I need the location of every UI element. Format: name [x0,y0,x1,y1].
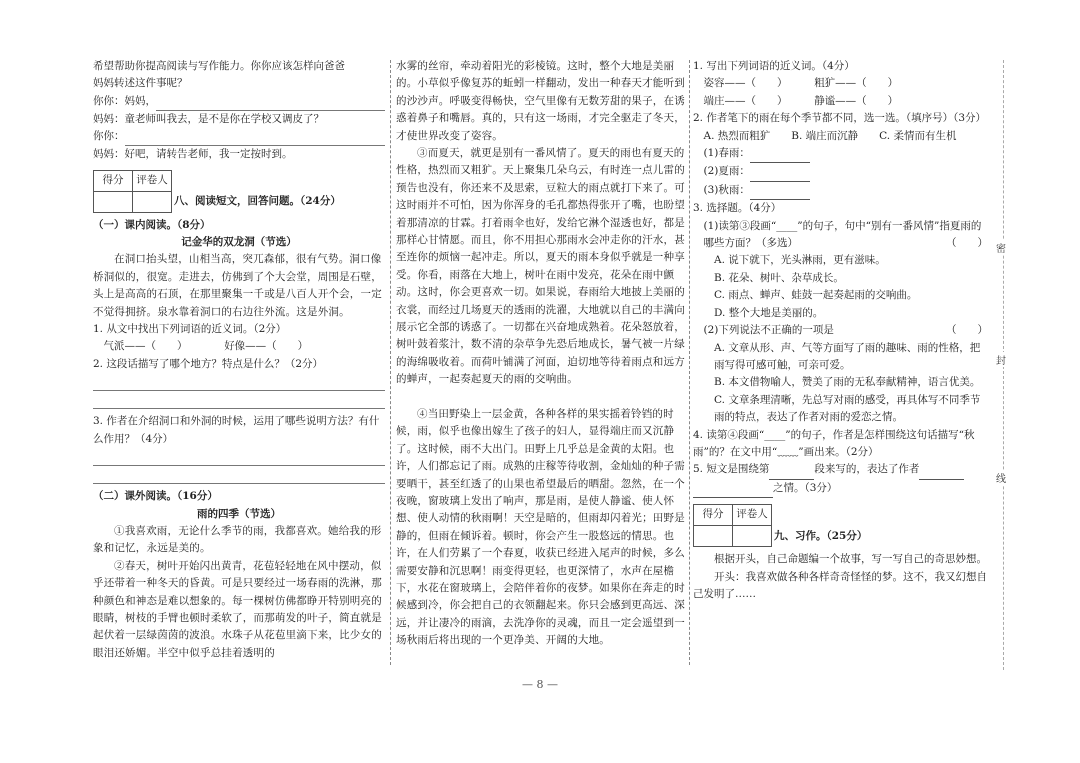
option-item: C. 雨点、蝉声、蛙鼓一起奏起雨的交响曲。 [714,289,918,302]
answer-row [693,182,988,200]
answer-row [93,93,385,111]
option-item: A. 文章从形、声、气等方面写了雨的趣味、雨的性格，把雨写得可感可触，可亲可爱。 [714,341,981,371]
answer-line[interactable] [93,391,385,409]
question: 4. 读第④段画“____”的句子，作者是怎样围绕这句话描写“秋雨”的？在文中用“﹏﹏”画出来。（2分） [693,428,975,458]
question-item[interactable]: 端庄——（ ） [703,94,788,107]
score-cell[interactable] [94,191,133,212]
option-item: B. 本文借物喻人，赞美了雨的无私奉献精神，语言优美。 [714,376,981,389]
right-column [693,58,988,603]
sub-heading: （二）课外阅读。（16分） [93,490,218,503]
answer-line[interactable] [750,145,810,163]
text-label: (3)秋雨： [703,183,750,196]
passage-text: ②春天，树叶开始闪出黄青，花苞轻轻地在风中摆动，似乎还带着一种冬天的昏黄。可是只要经过一场春雨的洗淋，那种颜色和神态是难以想象的。每一棵树仿佛都睁开特别明亮的眼睛，树枝的手臂也顿时柔软了，而那萌发的叶子，简直就是起伏着一层绿茵茵的波浪。水珠子从花苞里滴下来，比少女的眼泪还娇媚。半空中似乎总挂着透明的 [93,559,382,659]
reviewer-cell[interactable] [133,191,172,212]
answer-paren[interactable]: （ ） [946,324,988,337]
answer-line[interactable] [769,461,814,479]
answer-line[interactable] [750,163,810,181]
answer-line[interactable] [93,466,385,484]
text-line: 妈妈：童老师叫我去，是不是你在学校又调皮了？ [93,112,324,125]
text-line: 妈妈转述这件事呢？ [93,77,188,90]
question-text: 之情。（3分） [773,481,838,494]
score-label: 得分 [694,505,733,526]
option-item: B. 花朵、树叶、杂草成长。 [714,271,844,284]
answer-line[interactable] [919,461,964,479]
seal-mark: 密 [996,240,1006,255]
column-divider [689,60,690,665]
text-label: (1)春雨： [703,147,750,160]
text-label: 你你：妈妈， [93,94,156,107]
question-text: (1)读第③段画“____”的句子，句中“别有一番风情”指夏雨的哪些方面？（多选） [703,219,982,250]
score-cell[interactable] [694,526,733,547]
answer-paren[interactable]: （ ） [946,237,988,250]
seal-mark: 封 [996,352,1006,367]
question: 1. 写出下列词语的近义词。（4分） [693,60,855,72]
score-table [693,504,772,547]
answer-row [93,128,385,146]
question: 3. 作者在介绍洞口和外洞的时候，运用了哪些说明方法？有什么作用？（4分） [93,415,380,445]
question-items [693,93,988,110]
section-heading: 九、习作。（25分） [774,529,868,542]
reviewer-label: 评卷人 [733,505,772,526]
passage-text: ④当田野染上一层金黄，各种各样的果实摇着铃铛的时候，雨，似乎也像出嫁生了孩子的妇人，显得端庄而又沉静了。这时候，雨不大出门。田野上几乎总是金黄的太阳。也许，人们都忘记了雨。成熟的庄稼等待收割，金灿灿的种子需要晒干，甚至红透了的山果也希望最后的晒甜。忽然，在一个夜晚，窗玻璃上发出了响声，那是雨，是使人静谧、使人怀想、使人动情的秋雨啊！天空是暗的，但雨却闪着光；田野是静的，但雨在倾诉着。顿时，你会产生一股悠远的情思。也许，在人们劳累了一个春夏，收获已经进入尾声的时候，多么需要安静和沉思啊！雨变得更轻，也更深情了，水声在屋檐下，水花在窗玻璃上，会陪伴着你的夜梦。如果你在奔走的时候感到冷，你会把自己的衣领翻起来。你只会感到更高远、深远，并让凄冷的雨滴，去洗净你的灵魂，而且一定会遥望到一场秋雨后将出现的一个更净美、开阔的大地。 [396,408,685,647]
answer-row [693,145,988,163]
essay-opening: 开头：我喜欢做各种各样奇奇怪怪的梦。这不，我又幻想自己发明了…… [693,570,987,600]
text-line: 希望帮助你提高阅读与写作能力。你你应该怎样向爸爸 [93,60,345,72]
question-item[interactable]: 静谧——（ ） [814,94,899,107]
score-box [693,504,988,547]
question-text: 5. 短文是围绕第 [693,463,770,476]
question-text: (2)下列说法不正确的一项是 [703,324,834,337]
question-items [93,338,385,355]
score-table [93,170,172,213]
question: 2. 这段话描写了哪个地方？特点是什么？（2分） [93,357,324,370]
sub-heading: （一）课内阅读。（8分） [93,218,211,231]
options: A. 热烈而粗犷 B. 端庄而沉静 C. 柔情而有生机 [703,129,957,142]
answer-line[interactable] [156,93,385,111]
answer-line[interactable] [93,373,385,391]
question-item[interactable]: 好像——（ ） [224,340,309,353]
passage-title: 记金华的双龙洞（节选） [181,236,297,249]
option-item: C. 文章条理清晰，先总写对雨的感受，再具体写不同季节雨的特点，表达了作者对雨的爱恋之情。 [714,393,981,424]
seal-mark: 线 [996,470,1006,485]
answer-row [693,163,988,181]
passage-text: 在洞口抬头望，山相当高，突兀森郁，很有气势。洞口像桥洞似的，很宽。走进去，仿佛到了个大会堂，周围是石壁，头上是高高的石顶，在那里聚集一千或是八百人开个会，一定不觉得拥挤。泉水靠着洞口的右边往外流。这是外洞。 [93,253,382,318]
score-label: 得分 [94,170,133,191]
question: 1. 从文中找出下列词语的近义词。（2分） [93,323,287,336]
passage-title: 雨的四季（节选） [197,507,281,520]
score-box [93,170,385,213]
middle-column [396,58,686,650]
question-item[interactable]: 姿容——（ ） [703,77,788,90]
question-items [693,75,988,92]
passage-text: 水雾的丝帘，牵动着阳光的彩棱镜。这时，整个大地是美丽的。小草似乎像复苏的蚯蚓一样翻动，发出一种春天才能听到的沙沙声。呼吸变得畅快，空气里像有无数芳甜的果子，在诱惑着鼻子和嘴唇。真的，只有这一场雨，才完全驱走了冬天，才使世界改变了姿容。 [396,60,685,142]
passage-text: ③而夏天，就更是别有一番风情了。夏天的雨也有夏天的性格，热烈而又粗犷。天上聚集几朵乌云，有时连一点儿雷的预告也没有，你还来不及思索，豆粒大的雨点就打下来了。可这时雨并不可怕，因为你浑身的毛孔都热得张开了嘴，也盼望着那清凉的甘霖。打着雨伞也好，发给它淋个湿透也好，都是那样心甘情愿。而且，你不用担心那雨水会冲走你的汗水，甚至连你的烦恼一起冲走。所以，夏天的雨本身似乎就是一种享受。你看，雨落在大地上，树叶在雨中发亮，花朵在雨中颤动。这时，你会更喜欢一切。如果说，春雨给大地披上美丽的衣裳，而经过几场夏天的透雨的洗濯，大地就以自己的丰满向展示它全部的诱惑了。一切都在兴奋地成熟着。花朵怒放着，树叶鼓着浆汁，数不清的杂草争先恐后地成长，暑气被一片绿的海绵吸收着。而荷叶铺满了河面，迫切地等待着雨点和远方的蝉声，一起奏起夏天的雨的交响曲。 [396,147,685,386]
question: 3. 选择题。（4分） [693,202,782,215]
question [693,480,988,498]
text-label: 你你： [93,130,125,143]
answer-line[interactable] [750,182,810,200]
question [693,218,988,253]
question-text: 段来写的，表达了作者 [814,463,920,476]
question [693,461,988,479]
answer-line[interactable] [693,480,773,498]
section-heading: 八、阅读短文，回答问题。（24分） [174,195,341,208]
option-item: A. 说下就下，光头淋雨，更有滋味。 [714,254,886,267]
question-item[interactable]: 气派——（ ） [103,340,188,353]
answer-line[interactable] [125,128,386,146]
text-label: (2)夏雨： [703,165,750,178]
passage-text: ①我喜欢雨，无论什么季节的雨，我都喜欢。她给我的形象和记忆，永远是美的。 [93,524,382,555]
question: 2. 作者笔下的雨在每个季节都不同，选一选。（填序号）（3分） [693,112,987,125]
answer-line[interactable] [93,448,385,466]
reviewer-cell[interactable] [733,526,772,547]
reviewer-label: 评卷人 [133,170,172,191]
left-column [93,58,385,662]
question-item[interactable]: 粗犷——（ ） [814,77,899,90]
page-number: — 8 — [522,678,558,691]
text-line: 妈妈：好吧，请转告老师，我一定按时到。 [93,148,293,161]
option-item: D. 整个大地是美丽的。 [714,306,824,319]
essay-prompt: 根据开头，自己命题编一个故事，写一写自己的奇思妙想。 [714,553,987,566]
column-divider [390,60,391,665]
question [693,322,988,339]
